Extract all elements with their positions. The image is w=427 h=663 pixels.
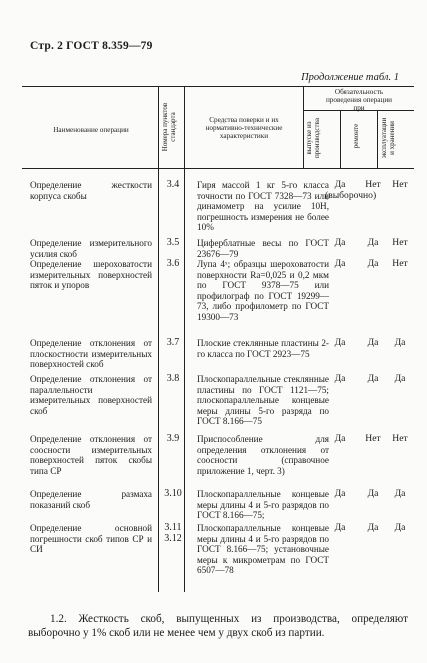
production-value: Да [334, 433, 346, 444]
table-top-rule [22, 86, 414, 87]
item-number: 3.9 [166, 433, 180, 444]
col-header-mandatory: Обязательность проведения операции при [325, 88, 393, 112]
item-number: 3.5 [166, 237, 180, 248]
verification-means: Плоские стеклянные пластины 2-го класса по ГОСТ 2923—75 [197, 338, 329, 359]
operation-name: Определение шероховатости измерительных поверхностей пяток и упоров [30, 259, 152, 290]
repair-value: Да [367, 522, 379, 533]
verification-means: Плоскопараллельные стеклянные пластины по ГОСТ 1121—75; плоскопараллельные концевые меры длины 5-го разряда по ГОСТ 8.166—75 [197, 374, 329, 426]
production-value: Да [334, 337, 346, 348]
item-number: 3.4 [166, 179, 180, 190]
repair-value: Да [367, 237, 379, 248]
use-value: Нет [392, 258, 408, 269]
production-value: Да [334, 373, 346, 384]
verification-means: Плоскопараллельные концевые меры длины 4 и 5-го разрядов по ГОСТ 8.166—75; установочные меры к микрометрам по ГОСТ 6507—78 [197, 523, 329, 575]
operation-name: Определение размаха показаний скоб [30, 489, 152, 510]
use-value: Нет [392, 433, 408, 444]
production-value: Да [334, 258, 346, 269]
repair-value: Да [367, 337, 379, 348]
header-divider [303, 86, 304, 168]
repair-value: Нет [365, 179, 381, 190]
header-divider [377, 110, 378, 168]
use-value: Да [394, 522, 406, 533]
item-number: 3.10 [164, 488, 182, 499]
table-continuation-label: Продолжение табл. 1 [301, 72, 399, 83]
col-header-repair: ремонте [352, 123, 360, 149]
verification-means: Гиря массой 1 кг 5-го класса точности по ГОСТ 7328—73 или динамометр на усилие 10Н, погрешность измерения не более 10% [197, 180, 329, 232]
use-value: Да [394, 373, 406, 384]
body-divider [184, 168, 185, 592]
verification-means: Циферблатные весы по ГОСТ 23676—79 [197, 238, 329, 259]
header-divider [184, 86, 185, 168]
repair-value: Да [367, 488, 379, 499]
operation-name: Определение измерительного усилия скоб [30, 238, 152, 259]
col-header-operation-storage: эксплуатации и хранении [380, 117, 396, 159]
production-value: Да (выборочно) [325, 179, 377, 201]
verification-means: Плоскопараллельные концевые меры длины 4 и 5-го разрядов по ГОСТ 8.166—75; [197, 489, 329, 520]
production-value: Да [334, 488, 346, 499]
operation-name: Определение отклонения от параллельности измерительных поверхностей скоб [30, 374, 152, 416]
page-header: Стр. 2 ГОСТ 8.359—79 [30, 40, 153, 52]
item-number: 3.6 [166, 258, 180, 269]
production-value: Да [334, 237, 346, 248]
verification-means: Лупа 4ˣ; образцы шероховатости поверхности Ra=0,025 и 0,2 мкм по ГОСТ 9378—75 или профилограф по ГОСТ 19299—73, либо профилометр по ГОСТ 19300—73 [197, 259, 329, 322]
use-value: Нет [392, 237, 408, 248]
footnote-paragraph: 1.2. Жесткость скоб, выпущенных из производства, определяют выборочно у 1% скоб или не менее чем у двух скоб из партии. [28, 613, 408, 639]
item-number: 3.11 3.12 [164, 522, 182, 544]
col-header-item-no: Номера пунктов стандарта [161, 102, 177, 152]
item-number: 3.8 [166, 373, 180, 384]
repair-value: Нет [365, 433, 381, 444]
body-divider [158, 168, 159, 592]
use-value: Нет [392, 179, 408, 190]
col-header-production: выпуске из производства [305, 118, 321, 158]
verification-means: Приспособление для определения отклонения от соосности (справочное приложение 1, черт. 3) [197, 434, 329, 476]
repair-value: Да [367, 258, 379, 269]
header-divider [340, 110, 341, 168]
operation-name: Определение отклонения от соосности измерительных поверхностей пяток скобы типа СР [30, 434, 152, 476]
col-header-operation: Наименование операции [53, 126, 129, 134]
item-number: 3.7 [166, 337, 180, 348]
operation-name: Определение отклонения от плоскостности измерительных поверхностей скоб [30, 338, 152, 369]
production-value: Да [334, 522, 346, 533]
operation-name: Определение жесткости корпуса скобы [30, 180, 152, 201]
use-value: Да [394, 337, 406, 348]
repair-value: Да [367, 373, 379, 384]
header-divider [158, 86, 159, 168]
col-header-means: Средства поверки и их нормативно-технические характеристики [205, 116, 283, 140]
header-bottom-rule [22, 168, 414, 169]
use-value: Да [394, 488, 406, 499]
operation-name: Определение основной погрешности скоб типов СР и СИ [30, 523, 152, 554]
